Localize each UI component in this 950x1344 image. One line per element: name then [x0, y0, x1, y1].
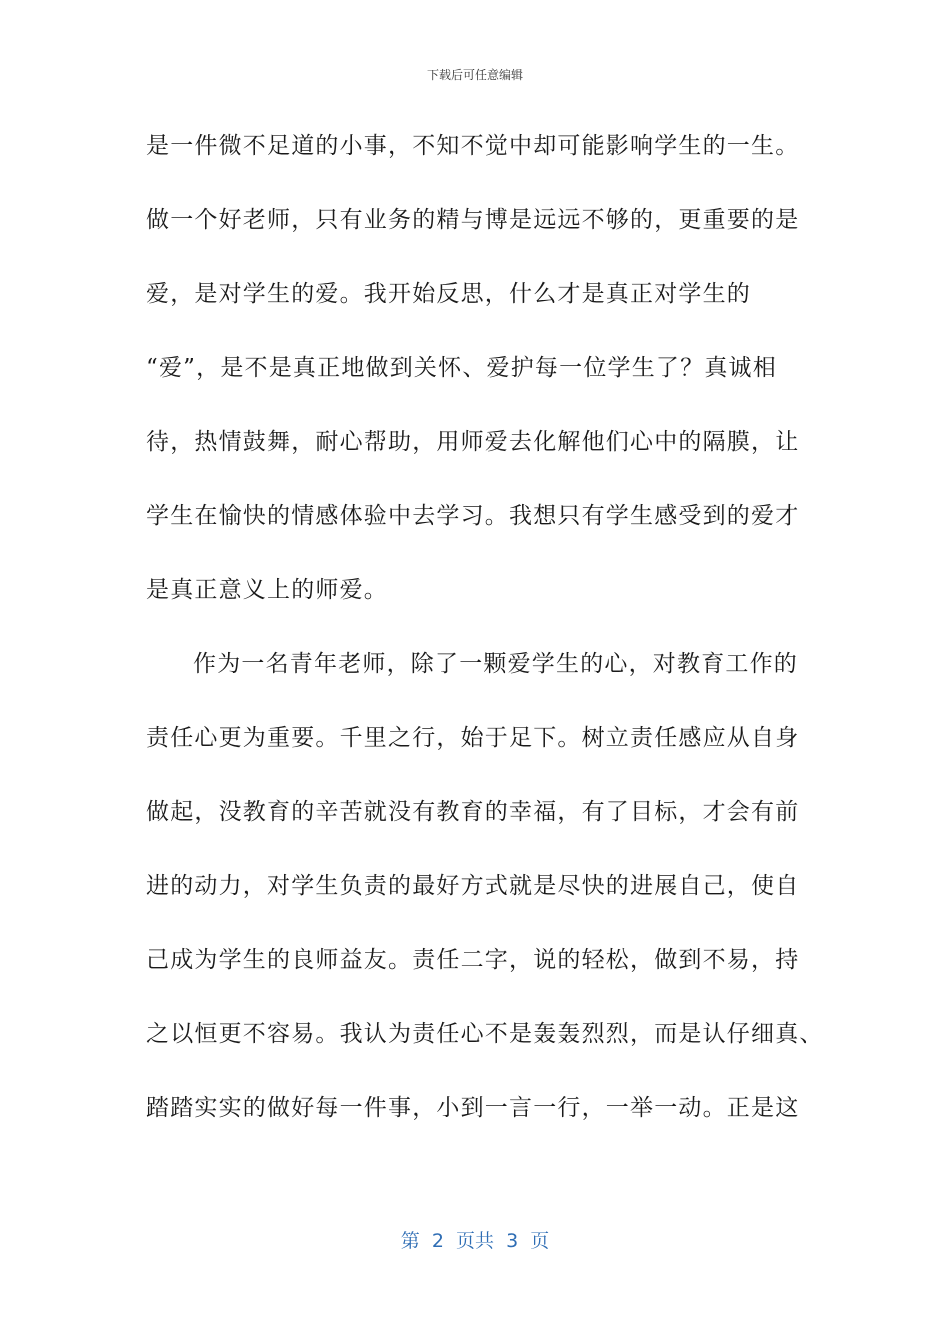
text-line: 爱，是对学生的爱。我开始反思，什么才是真正对学生的	[146, 281, 751, 307]
document-body	[146, 120, 824, 1156]
text-line: 己成为学生的良师益友。责任二字，说的轻松，做到不易，持	[146, 947, 800, 973]
paragraph-start-line: 作为一名青年老师，除了一颗爱学生的心，对教育工作的	[193, 651, 798, 677]
text-line: 待，热情鼓舞，耐心帮助，用师爱去化解他们心中的隔膜，让	[146, 429, 800, 455]
page-header: 下载后可任意编辑	[426, 68, 523, 82]
text-line: 是一件微不足道的小事，不知不觉中却可能影响学生的一生。	[146, 133, 800, 159]
text-line: 是真正意义上的师爱。	[146, 577, 388, 603]
text-line: 之以恒更不容易。我认为责任心不是轰轰烈烈，而是认仔细真、	[146, 1021, 824, 1047]
text-line: 踏踏实实的做好每一件事，小到一言一行，一举一动。正是这	[146, 1095, 800, 1121]
page-number-footer: 第 2 页共 3 页	[400, 1230, 550, 1252]
text-line: 做一个好老师，只有业务的精与博是远远不够的，更重要的是	[146, 207, 800, 233]
text-line: 进的动力，对学生负责的最好方式就是尽快的进展自己，使自	[146, 873, 800, 899]
text-line: 做起，没教育的辛苦就没有教育的幸福，有了目标，才会有前	[146, 799, 800, 825]
text-line: 责任心更为重要。千里之行，始于足下。树立责任感应从自身	[146, 725, 800, 751]
text-line: 学生在愉快的情感体验中去学习。我想只有学生感受到的爱才	[146, 503, 800, 529]
text-line: “爱”，是不是真正地做到关怀、爱护每一位学生了？真诚相	[146, 355, 777, 381]
